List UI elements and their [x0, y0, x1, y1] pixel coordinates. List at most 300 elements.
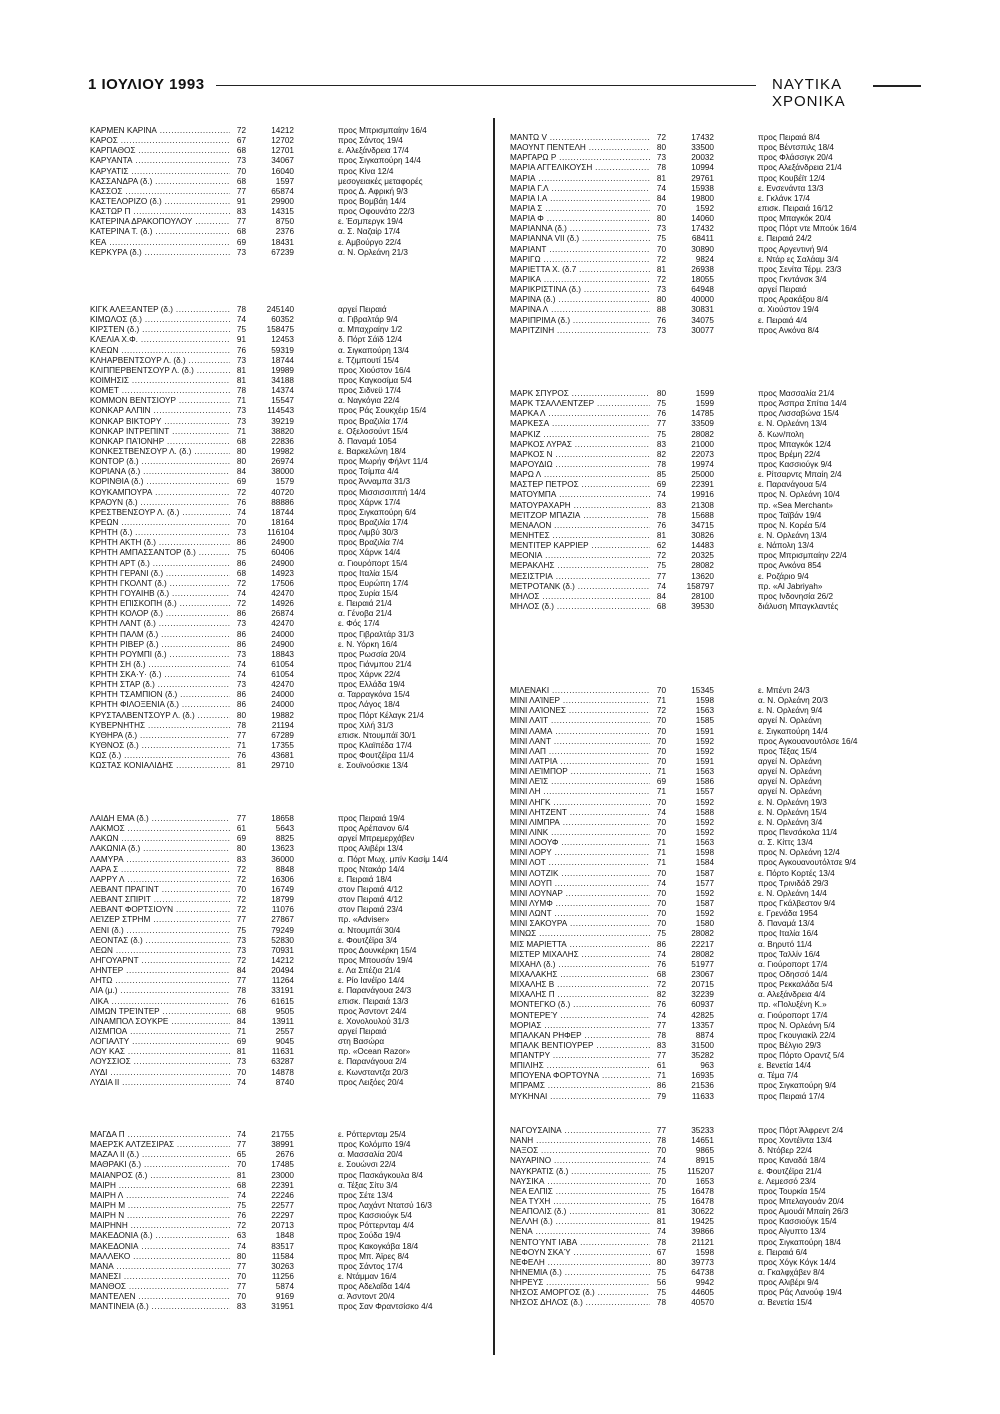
- position: επισκ. Πειραιά 16/12: [758, 203, 833, 213]
- position: προς Βέντσπιλς 18/4: [758, 143, 834, 153]
- ship-name: ΚΡΗΤΗ ΓΟΥΑΙΗΒ (δ.) .....: [90, 589, 230, 599]
- tonnage: 20715: [691, 980, 714, 990]
- tonnage: 1591: [695, 756, 714, 766]
- position: προς Χάρνκ 14/4: [338, 548, 401, 558]
- ship-name: ΛΕΊΖΕΡ ΣΤΡΗΜ .....: [90, 915, 230, 925]
- build-year: 74: [236, 1077, 246, 1087]
- ship-row: [510, 409, 910, 419]
- ship-name: ΚΩΣ (δ.) .....: [90, 751, 230, 761]
- position: προς Λιμβύ 30/3: [338, 528, 399, 538]
- ship-name: ΜΕΤΡΟΤΑΝΚ (δ.) .....: [510, 582, 650, 592]
- position: πρ. «Sea Merchant»: [758, 500, 833, 510]
- position: προς Σιδνεϋ 17/4: [338, 386, 401, 396]
- ship-name: ΜΠΙΛΙΗΣ .....: [510, 1061, 650, 1071]
- build-year: 74: [236, 1130, 246, 1139]
- ship-name: ΚΑΤΕΡΙΝΑ ΔΡΑΚΟΠΟΥΛΟΥ .....: [90, 217, 230, 227]
- ship-name: ΚΥΘΗΡΑ (δ.) .....: [90, 731, 230, 741]
- position: προς Αλιβέρι 9/4: [758, 1278, 819, 1288]
- build-year: 71: [656, 838, 666, 848]
- build-year: 74: [236, 670, 246, 680]
- ship-list-m1: [90, 1130, 490, 1313]
- ship-name: ΜΗΛΟΣ (δ.) .....: [510, 602, 650, 612]
- build-year: 77: [236, 1261, 246, 1271]
- build-year: 78: [656, 1030, 666, 1040]
- build-year: 72: [656, 274, 666, 284]
- build-year: 70: [656, 919, 666, 929]
- position: α. Ναγκόγια 22/4: [338, 396, 400, 406]
- ship-row: [510, 480, 910, 490]
- tonnage: 64948: [691, 285, 714, 295]
- tonnage: 8915: [695, 1156, 714, 1166]
- ship-name: ΛΙΜΩΝ ΤΡΕΊΝΤΕΡ .....: [90, 1007, 230, 1017]
- position: προς Βομβάη 14/4: [338, 196, 407, 206]
- ship-name: ΝΑΥΣΙΚΑ .....: [510, 1177, 650, 1187]
- tonnage: 1592: [695, 797, 714, 807]
- ship-row: [90, 855, 490, 865]
- build-year: 88: [656, 305, 666, 315]
- ship-row: [510, 798, 910, 808]
- build-year: 73: [656, 325, 666, 335]
- build-year: 61: [236, 824, 246, 834]
- ship-name: ΜΙΧΑΛΑΚΗΣ .....: [510, 970, 650, 980]
- tonnage: 36000: [271, 854, 294, 864]
- position: στον Πειραιά 4/12: [338, 884, 403, 894]
- tonnage: 17432: [691, 133, 714, 142]
- ship-name: ΜΙΝΙ ΛΩΝΤ .....: [510, 909, 650, 919]
- ship-row: [510, 1092, 910, 1102]
- build-year: 68: [656, 969, 666, 979]
- ship-row: [510, 1278, 910, 1288]
- ship-row: [90, 966, 490, 976]
- ship-list-m4: [510, 686, 910, 1102]
- position: προς Σιγκαπούρη 6/4: [338, 507, 417, 517]
- build-year: 70: [236, 884, 246, 894]
- header-rule: [216, 85, 756, 86]
- ship-row: [510, 960, 910, 970]
- position: προς Χόγκ Κόγκ 14/4: [758, 1257, 836, 1267]
- tonnage: 24000: [271, 629, 294, 639]
- ship-name: ΚΟΝΚΑΡ ΠΑΊΟΝΗΡ .....: [90, 437, 230, 447]
- ship-name: ΛΙΝΑΜΠΟΛ ΣΟΥΚΡΕ .....: [90, 1017, 230, 1027]
- position: προς Αγκουανουτόλτσε 9/4: [758, 858, 857, 868]
- build-year: 75: [236, 925, 246, 935]
- ship-row: [510, 1041, 910, 1051]
- ship-name: ΜΑΙΡΗΝΗ .....: [90, 1221, 230, 1231]
- ship-row: [90, 238, 490, 248]
- ship-name: ΜΙΧΑΛΗΣ Β .....: [510, 980, 650, 990]
- build-year: 62: [656, 541, 666, 551]
- position: πρ. «Ocean Razor»: [338, 1047, 411, 1057]
- build-year: 72: [236, 905, 246, 915]
- ship-row: [510, 1071, 910, 1081]
- build-year: 81: [236, 1170, 246, 1180]
- tonnage: 21194: [271, 720, 294, 730]
- ship-row: [90, 146, 490, 156]
- build-year: 70: [656, 817, 666, 827]
- ship-row: [510, 879, 910, 889]
- ship-name: ΜΙΧΑΗΛ (δ.) .....: [510, 960, 650, 970]
- build-year: 86: [236, 609, 246, 619]
- build-year: 86: [236, 558, 246, 568]
- build-year: 75: [656, 929, 666, 939]
- tonnage: 8750: [275, 217, 294, 227]
- position: προς Μπ. Άϊρες 8/4: [338, 1251, 409, 1261]
- position: ε. Ν. Ορλεάνη 13/4: [758, 530, 827, 540]
- tonnage: 5874: [275, 1282, 294, 1292]
- build-year: 80: [236, 446, 246, 456]
- position: ε. Πειραιά 21/4: [338, 599, 392, 609]
- tonnage: 42470: [271, 619, 294, 629]
- tonnage: 28082: [691, 561, 714, 571]
- ship-row: [510, 531, 910, 541]
- tonnage: 40000: [691, 295, 714, 305]
- position: α. Ν. Ορλεάνη 20/3: [758, 696, 828, 706]
- position: ε. Γρενάδα 1954: [758, 909, 818, 919]
- tonnage: 1577: [695, 878, 714, 888]
- build-year: 80: [656, 143, 666, 153]
- build-year: 78: [236, 386, 246, 396]
- ship-name: ΜΗΛΟΣ .....: [510, 592, 650, 602]
- build-year: 73: [656, 153, 666, 163]
- ship-row: [90, 915, 490, 925]
- position: προς Ν. Ορλεάνη 10/4: [758, 490, 840, 500]
- build-year: 75: [656, 429, 666, 439]
- tonnage: 42470: [271, 588, 294, 598]
- build-year: 75: [236, 548, 246, 558]
- tonnage: 29710: [271, 761, 294, 771]
- ship-name: ΜΙΝΙ ΛΑΝΤ .....: [510, 737, 650, 747]
- position: προς Ταλλίν 16/4: [758, 949, 821, 959]
- ship-list-k1: [90, 126, 490, 258]
- build-year: 77: [236, 814, 246, 823]
- tonnage: 38820: [271, 426, 294, 436]
- ship-row: [510, 460, 910, 470]
- ship-name: ΚΟΡΙΝΘΙΑ (δ.) .....: [90, 477, 230, 487]
- position: προς Κασσιούγκ 15/4: [758, 1217, 837, 1227]
- ship-name: ΜΑΡΙΑΝΤ .....: [510, 245, 650, 255]
- position: προς Μπρισμπαίην 16/4: [338, 126, 427, 135]
- build-year: 74: [656, 183, 666, 193]
- ship-name: ΚΩΣΤΑΣ ΚΟΝΙΑΛΙΔΗΣ .....: [90, 761, 230, 771]
- tonnage: 10994: [691, 163, 714, 173]
- build-year: 70: [656, 244, 666, 254]
- ship-row: [510, 1021, 910, 1031]
- build-year: 81: [236, 1047, 246, 1057]
- position: προς Χάρνκ 17/4: [338, 497, 401, 507]
- ship-name: ΚΡΗΤΗ ΡΙΒΕΡ (δ.) .....: [90, 640, 230, 650]
- ship-name: ΚΑΣΣΑΝΔΡΑ (δ.) .....: [90, 177, 230, 187]
- position: προς Φουτζέϊρα 11/4: [338, 751, 414, 761]
- ship-row: [510, 1156, 910, 1166]
- ship-row: [90, 406, 490, 416]
- build-year: 74: [656, 949, 666, 959]
- build-year: 71: [236, 396, 246, 406]
- position: προς Μασσαλία 21/4: [758, 389, 835, 398]
- position: προς Πασκάγκουλα 8/4: [338, 1170, 423, 1180]
- ship-name: ΛΑΜΥΡΑ .....: [90, 855, 230, 865]
- build-year: 68: [236, 227, 246, 237]
- tonnage: 22391: [691, 480, 714, 490]
- position: προς Γκντάνσκ 3/4: [758, 274, 827, 284]
- ship-row: [510, 1000, 910, 1010]
- build-year: 72: [656, 133, 666, 142]
- build-year: 61: [656, 1061, 666, 1071]
- ship-row: [510, 305, 910, 315]
- position: προς Πόρτ Κέλαγκ 21/4: [338, 710, 424, 720]
- tonnage: 28082: [691, 949, 714, 959]
- publication-title: ΝΑΥΤΙΚΑ ΧΡΟΝΙΚΑ: [772, 76, 846, 110]
- ship-name: ΜΑΡΚ ΤΣΑΛΛΕΝΤΖΕΡ .....: [510, 399, 650, 409]
- ship-name: ΚΥΒΕΡΝΗΤΗΣ .....: [90, 721, 230, 731]
- build-year: 68: [236, 436, 246, 446]
- tonnage: 16478: [691, 1196, 714, 1206]
- tonnage: 11631: [271, 1047, 294, 1057]
- ship-name: ΚΑΡΟΣ .....: [90, 136, 230, 146]
- ship-name: ΜΑΝΤΕΛΕΝ .....: [90, 1292, 230, 1302]
- ship-row: [90, 751, 490, 761]
- position: α. Γιούροπορτ 17/4: [758, 1010, 828, 1020]
- ship-row: [90, 630, 490, 640]
- tonnage: 1592: [695, 817, 714, 827]
- position: στη Βασώρα: [338, 1037, 385, 1047]
- position: α. Ντουμπάϊ 30/4: [338, 925, 401, 935]
- build-year: 69: [236, 477, 246, 487]
- build-year: 72: [656, 706, 666, 716]
- ship-name: ΜΑΟΥΝΤ ΠΕΝΤΕΛΗ .....: [510, 143, 650, 153]
- build-year: 80: [236, 710, 246, 720]
- position: προς Ελλάδα 19/4: [338, 680, 405, 690]
- build-year: 83: [236, 1302, 246, 1312]
- ship-name: ΜΑΡΙΝΑ (δ.) .....: [510, 295, 650, 305]
- ship-name: ΚΑΣΤΕΛΟΡΙΖΟ (δ.) .....: [90, 197, 230, 207]
- build-year: 86: [236, 700, 246, 710]
- tonnage: 9505: [275, 1006, 294, 1016]
- ship-row: [90, 844, 490, 854]
- ship-row: [510, 582, 910, 592]
- build-year: 73: [236, 416, 246, 426]
- build-year: 83: [236, 207, 246, 217]
- position: ε. Ρόττερνταμ 25/4: [338, 1130, 406, 1139]
- ship-name: ΛΑΚΩΝΙΑ (δ.) .....: [90, 844, 230, 854]
- build-year: 73: [236, 156, 246, 166]
- build-year: 74: [236, 588, 246, 598]
- tonnage: 64738: [691, 1267, 714, 1277]
- tonnage: 22297: [271, 1211, 294, 1221]
- ship-row: [510, 727, 910, 737]
- ship-row: [90, 834, 490, 844]
- ship-row: [90, 824, 490, 834]
- build-year: 81: [656, 530, 666, 540]
- build-year: 70: [656, 203, 666, 213]
- ship-row: [90, 640, 490, 650]
- position: ε. Ν. Ορλεάνη 3/4: [758, 817, 823, 827]
- ship-row: [90, 936, 490, 946]
- ship-row: [90, 711, 490, 721]
- tonnage: 32239: [691, 990, 714, 1000]
- tonnage: 1598: [695, 848, 714, 858]
- build-year: 72: [236, 864, 246, 874]
- position: προς Λάγος 18/4: [338, 700, 400, 710]
- position: α. Μπαχραίην 1/2: [338, 325, 403, 335]
- position: ε. Πόρτο Κορτές 13/4: [758, 868, 835, 878]
- column-divider: [493, 118, 495, 1355]
- ship-name: ΛΕΟΝΤΑΣ (δ.) .....: [90, 936, 230, 946]
- ship-row: [510, 899, 910, 909]
- build-year: 80: [236, 844, 246, 854]
- ship-row: [90, 136, 490, 146]
- ship-row: [90, 156, 490, 166]
- position: ε. Βενετία 14/4: [758, 1061, 812, 1071]
- tonnage: 19425: [691, 1217, 714, 1227]
- tonnage: 11584: [271, 1251, 294, 1261]
- ship-row: [90, 761, 490, 771]
- ship-row: [510, 777, 910, 787]
- position: α. Αλεξάνδρεια 4/4: [758, 990, 826, 1000]
- position: προς Αλιβέρι 13/4: [338, 844, 404, 854]
- ship-name: ΛΙΚΑ .....: [90, 997, 230, 1007]
- ship-row: [90, 1078, 490, 1088]
- build-year: 68: [236, 146, 246, 156]
- ship-row: [90, 488, 490, 498]
- tonnage: 12453: [271, 335, 294, 345]
- ship-row: [510, 1167, 910, 1177]
- position: αργεί Ν. Ορλεάνη: [758, 777, 822, 787]
- ship-name: ΜΙΝΙ ΛΑΜΑ .....: [510, 727, 650, 737]
- tonnage: 59319: [271, 345, 294, 355]
- position: ε. Λεμεσσό 23/4: [758, 1176, 817, 1186]
- ship-row: [510, 204, 910, 214]
- position: προς Σιγκαπούρη 9/4: [758, 1081, 837, 1091]
- build-year: 77: [236, 217, 246, 227]
- ship-name: ΚΟΝΚΑΡ ΒΙΚΤΟΡΥ .....: [90, 417, 230, 427]
- build-year: 70: [656, 686, 666, 695]
- ship-row: [510, 1081, 910, 1091]
- position: αργεί Μπρεμερχάβεν: [338, 834, 415, 844]
- build-year: 69: [236, 1037, 246, 1047]
- build-year: 77: [656, 419, 666, 429]
- ship-row: [90, 417, 490, 427]
- tonnage: 1563: [695, 767, 714, 777]
- ship-name: ΜΟΝΤΕΡΕΎ .....: [510, 1011, 650, 1021]
- ship-row: [90, 875, 490, 885]
- tonnage: 18055: [691, 274, 714, 284]
- tonnage: 51977: [691, 959, 714, 969]
- build-year: 84: [236, 966, 246, 976]
- ship-name: ΜΙΝΙ ΛΕΊΣ .....: [510, 777, 650, 787]
- tonnage: 38991: [271, 1140, 294, 1150]
- tonnage: 22073: [691, 449, 714, 459]
- ship-name: ΜΙΝΙ ΛΟΤ .....: [510, 858, 650, 868]
- ship-row: [510, 521, 910, 531]
- position: αργεί Ν. Ορλεάνη: [758, 756, 822, 766]
- ship-row: [510, 470, 910, 480]
- position: προς Ιταλία 16/4: [758, 929, 819, 939]
- position: προς Μπαγκόκ 20/4: [758, 214, 832, 224]
- tonnage: 1592: [695, 736, 714, 746]
- tonnage: 60937: [691, 1000, 714, 1010]
- build-year: 80: [656, 389, 666, 398]
- tonnage: 88886: [271, 497, 294, 507]
- position: ε. Ρίτσαρντς Μπαίη 2/4: [758, 470, 842, 480]
- tonnage: 33191: [271, 986, 294, 996]
- tonnage: 24900: [271, 558, 294, 568]
- ship-name: ΜΑΙΡΗ Ν .....: [90, 1211, 230, 1221]
- build-year: 70: [236, 1067, 246, 1077]
- ship-name: ΜΠΑΝΤΡΥ .....: [510, 1051, 650, 1061]
- tonnage: 19882: [271, 710, 294, 720]
- position: προς Πειραιά 19/4: [338, 814, 405, 823]
- build-year: 80: [236, 1251, 246, 1261]
- ship-row: [90, 177, 490, 187]
- build-year: 77: [236, 186, 246, 196]
- ship-name: ΜΑΙΑΝΡΟΣ (δ.) .....: [90, 1171, 230, 1181]
- ship-name: ΚΟΜΕΤ .....: [90, 386, 230, 396]
- ship-row: [510, 153, 910, 163]
- ship-row: [510, 430, 910, 440]
- position: ε. Ροζάριο 9/4: [758, 571, 809, 581]
- ship-row: [510, 592, 910, 602]
- ship-row: [90, 700, 490, 710]
- position: α. Βηρυτό 11/4: [758, 939, 812, 949]
- tonnage: 31951: [271, 1302, 294, 1312]
- tonnage: 1592: [695, 827, 714, 837]
- ship-name: ΚΑΡΠΑΘΟΣ .....: [90, 146, 230, 156]
- ship-row: [510, 940, 910, 950]
- ship-name: ΜΙΝΙ ΛΟΡΥ .....: [510, 848, 650, 858]
- build-year: 69: [656, 777, 666, 787]
- tonnage: 1587: [695, 898, 714, 908]
- ship-row: [90, 650, 490, 660]
- ship-name: ΜΑΡΟΥΔΙΩ .....: [510, 460, 650, 470]
- ship-row: [90, 1211, 490, 1221]
- ship-name: ΜΙΣ ΜΑΡΙΕΤΤΑ .....: [510, 940, 650, 950]
- ship-row: [510, 541, 910, 551]
- tonnage: 44605: [691, 1288, 714, 1298]
- ship-row: [510, 1238, 910, 1248]
- ship-row: [90, 386, 490, 396]
- build-year: 77: [236, 915, 246, 925]
- build-year: 68: [236, 568, 246, 578]
- position: προς Μπρισμπαίην 22/4: [758, 551, 847, 561]
- ship-name: ΚΡΕΩΝ .....: [90, 518, 230, 528]
- position: αργεί Πειραιά: [338, 305, 387, 314]
- build-year: 71: [656, 767, 666, 777]
- ship-row: [510, 1051, 910, 1061]
- tonnage: 17355: [271, 741, 294, 751]
- ship-row: [510, 490, 910, 500]
- build-year: 73: [656, 285, 666, 295]
- ship-row: [90, 814, 490, 824]
- tonnage: 14212: [271, 955, 294, 965]
- ship-name: ΜΑΡΙΠΡΙΜΑ (δ.) .....: [510, 316, 650, 326]
- tonnage: 1557: [695, 787, 714, 797]
- ship-name: ΜΑΡΚ ΣΠΥΡΟΣ .....: [510, 389, 650, 399]
- tonnage: 11264: [271, 976, 294, 986]
- position: προς Χιούστον 16/4: [338, 365, 411, 375]
- tonnage: 15688: [691, 510, 714, 520]
- ship-row: [90, 538, 490, 548]
- ship-name: ΛΕΩΝ .....: [90, 946, 230, 956]
- build-year: 74: [236, 1241, 246, 1251]
- position: προς Μπελαγουάν 20/4: [758, 1196, 845, 1206]
- position: προς Αγκουανουτόλσε 16/4: [758, 736, 858, 746]
- ship-name: ΜΠΡΑΜΣ .....: [510, 1081, 650, 1091]
- ship-row: [90, 1150, 490, 1160]
- ship-row: [510, 980, 910, 990]
- build-year: 74: [656, 1010, 666, 1020]
- position: προς Λαχάντ Ντατσύ 16/3: [338, 1200, 432, 1210]
- tonnage: 14926: [271, 599, 294, 609]
